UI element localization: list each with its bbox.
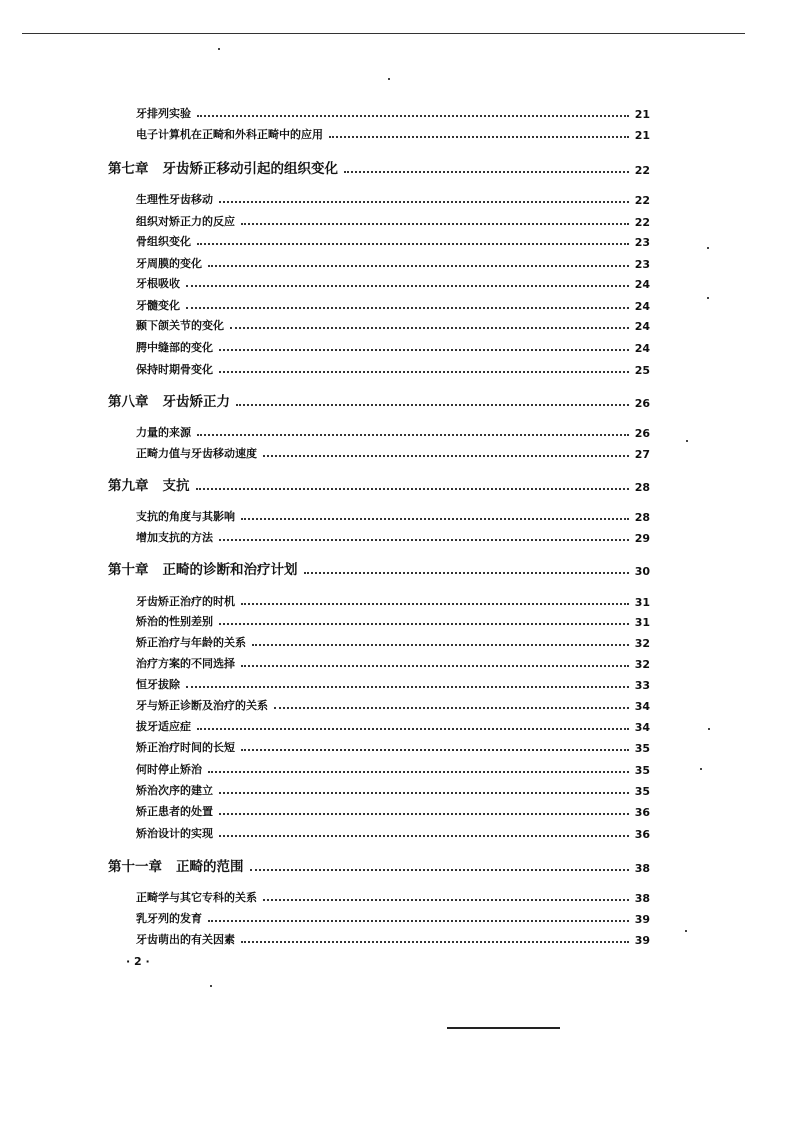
dot-leader — [197, 115, 629, 117]
top-rule — [22, 33, 745, 34]
entry-title: 正畸力值与牙齿移动速度 — [136, 447, 257, 460]
entry-page: 22 — [634, 194, 650, 207]
scan-speck — [388, 78, 390, 80]
entry-page: 39 — [634, 913, 650, 926]
entry-page: 22 — [634, 216, 650, 229]
dot-leader — [329, 136, 629, 138]
entry-page: 31 — [634, 616, 650, 629]
dot-leader — [219, 623, 629, 625]
dot-leader — [219, 349, 629, 351]
dot-leader — [186, 307, 629, 309]
dot-leader — [197, 243, 629, 245]
entry-title: 牙齿萌出的有关因素 — [136, 933, 235, 946]
toc-section-entry — [136, 634, 650, 650]
entry-title: 牙周膜的变化 — [136, 257, 202, 270]
entry-title: 拔牙适应症 — [136, 720, 191, 733]
toc-section-entry — [136, 191, 650, 207]
scan-speck — [700, 768, 702, 770]
entry-page: 39 — [634, 934, 650, 947]
dot-leader — [197, 434, 629, 436]
toc-section-entry — [136, 317, 650, 333]
dot-leader — [219, 539, 629, 541]
toc-section-entry — [136, 339, 650, 355]
entry-page: 27 — [634, 448, 650, 461]
entry-page: 36 — [634, 828, 650, 841]
entry-page: 34 — [634, 721, 650, 734]
dot-leader — [186, 686, 629, 688]
entry-page: 24 — [634, 278, 650, 291]
bottom-rule — [447, 1027, 560, 1029]
entry-page: 38 — [634, 892, 650, 905]
toc-section-entry — [136, 676, 650, 692]
entry-title: 牙排列实验 — [136, 107, 191, 120]
dot-leader — [197, 728, 629, 730]
entry-page: 31 — [634, 596, 650, 609]
dot-leader — [241, 603, 629, 605]
scan-speck — [708, 728, 710, 730]
toc-section-entry — [136, 739, 650, 755]
entry-page: 25 — [634, 364, 650, 377]
dot-leader — [208, 771, 629, 773]
entry-page: 23 — [634, 258, 650, 271]
entry-page: 32 — [634, 637, 650, 650]
entry-title: 支抗的角度与其影响 — [136, 510, 235, 523]
toc-section-entry — [136, 105, 650, 121]
dot-leader — [304, 572, 629, 574]
dot-leader — [274, 707, 629, 709]
scan-speck — [210, 985, 212, 987]
entry-title: 正畸的范围 — [176, 859, 244, 875]
scan-speck — [218, 48, 220, 50]
entry-page: 21 — [634, 129, 650, 142]
entry-title: 牙齿矫正移动引起的组织变化 — [162, 161, 338, 177]
dot-leader — [241, 665, 629, 667]
dot-leader — [219, 835, 629, 837]
toc-chapter-entry — [108, 560, 650, 578]
entry-title: 颞下颌关节的变化 — [136, 319, 224, 332]
dot-leader — [241, 941, 629, 943]
entry-title: 牙齿矫正治疗的时机 — [136, 595, 235, 608]
entry-page: 28 — [634, 481, 650, 494]
toc-section-entry — [136, 361, 650, 377]
toc-section-entry — [136, 889, 650, 905]
entry-title: 骨组织变化 — [136, 235, 191, 248]
entry-title: 矫治次序的建立 — [136, 784, 213, 797]
entry-title: 保持时期骨变化 — [136, 363, 213, 376]
entry-title: 腭中缝部的变化 — [136, 341, 213, 354]
dot-leader — [263, 899, 629, 901]
page-number: · 2 · — [126, 955, 150, 968]
entry-page: 32 — [634, 658, 650, 671]
entry-page: 23 — [634, 236, 650, 249]
toc-section-entry — [136, 761, 650, 777]
entry-title: 乳牙列的发育 — [136, 912, 202, 925]
dot-leader — [241, 518, 629, 520]
entry-page: 33 — [634, 679, 650, 692]
entry-title: 牙根吸收 — [136, 277, 180, 290]
toc-section-entry — [136, 445, 650, 461]
dot-leader — [219, 201, 629, 203]
entry-page: 34 — [634, 700, 650, 713]
entry-title: 矫治的性别差别 — [136, 615, 213, 628]
dot-leader — [263, 455, 629, 457]
dot-leader — [219, 371, 629, 373]
toc-section-entry — [136, 424, 650, 440]
toc-section-entry — [136, 213, 650, 229]
entry-page: 35 — [634, 764, 650, 777]
toc-section-entry — [136, 275, 650, 291]
toc-chapter-entry — [108, 159, 650, 177]
toc-chapter-entry — [108, 857, 650, 875]
toc-section-entry — [136, 803, 650, 819]
entry-page: 35 — [634, 742, 650, 755]
dot-leader — [252, 644, 629, 646]
entry-title: 矫正治疗与年龄的关系 — [136, 636, 246, 649]
dot-leader — [219, 813, 629, 815]
entry-title: 牙髓变化 — [136, 299, 180, 312]
chapter-number: 第八章 — [108, 394, 149, 410]
entry-page: 24 — [634, 300, 650, 313]
scan-speck — [686, 440, 688, 442]
entry-title: 力量的来源 — [136, 426, 191, 439]
entry-title: 何时停止矫治 — [136, 763, 202, 776]
entry-page: 21 — [634, 108, 650, 121]
toc-section-entry — [136, 593, 650, 609]
toc-section-entry — [136, 825, 650, 841]
entry-page: 24 — [634, 320, 650, 333]
toc-section-entry — [136, 697, 650, 713]
entry-title: 牙与矫正诊断及治疗的关系 — [136, 699, 268, 712]
toc-section-entry — [136, 508, 650, 524]
entry-page: 28 — [634, 511, 650, 524]
dot-leader — [208, 265, 629, 267]
entry-page: 26 — [634, 397, 650, 410]
entry-title: 正畸的诊断和治疗计划 — [162, 562, 298, 578]
entry-title: 组织对矫正力的反应 — [136, 215, 235, 228]
chapter-number: 第九章 — [108, 478, 149, 494]
toc-section-entry — [136, 655, 650, 671]
entry-title: 矫正患者的处置 — [136, 805, 213, 818]
entry-title: 增加支抗的方法 — [136, 531, 213, 544]
dot-leader — [230, 327, 629, 329]
dot-leader — [208, 920, 629, 922]
scan-speck — [707, 247, 709, 249]
toc-section-entry — [136, 255, 650, 271]
toc-section-entry — [136, 126, 650, 142]
chapter-number: 第七章 — [108, 161, 149, 177]
entry-page: 30 — [634, 565, 650, 578]
entry-page: 22 — [634, 164, 650, 177]
dot-leader — [196, 488, 629, 490]
entry-page: 29 — [634, 532, 650, 545]
entry-title: 正畸学与其它专科的关系 — [136, 891, 257, 904]
dot-leader — [236, 404, 629, 406]
entry-title: 牙齿矫正力 — [162, 394, 230, 410]
entry-title: 矫治设计的实现 — [136, 827, 213, 840]
dot-leader — [250, 869, 629, 871]
scan-speck — [685, 930, 687, 932]
entry-page: 38 — [634, 862, 650, 875]
toc-section-entry — [136, 297, 650, 313]
toc-chapter-entry — [108, 476, 650, 494]
entry-page: 35 — [634, 785, 650, 798]
toc-chapter-entry — [108, 392, 650, 410]
entry-title: 支抗 — [162, 478, 190, 494]
entry-title: 治疗方案的不同选择 — [136, 657, 235, 670]
toc-section-entry — [136, 233, 650, 249]
entry-title: 矫正治疗时间的长短 — [136, 741, 235, 754]
entry-page: 24 — [634, 342, 650, 355]
entry-title: 电子计算机在正畸和外科正畸中的应用 — [136, 128, 323, 141]
entry-page: 26 — [634, 427, 650, 440]
entry-title: 生理性牙齿移动 — [136, 193, 213, 206]
toc-section-entry — [136, 931, 650, 947]
toc-section-entry — [136, 613, 650, 629]
chapter-number: 第十一章 — [108, 859, 162, 875]
dot-leader — [219, 792, 629, 794]
entry-title: 恒牙拔除 — [136, 678, 180, 691]
scan-speck — [707, 297, 709, 299]
toc-section-entry — [136, 782, 650, 798]
entry-page: 36 — [634, 806, 650, 819]
dot-leader — [344, 171, 629, 173]
dot-leader — [241, 749, 629, 751]
toc-section-entry — [136, 529, 650, 545]
chapter-number: 第十章 — [108, 562, 149, 578]
toc-section-entry — [136, 718, 650, 734]
dot-leader — [241, 223, 629, 225]
toc-section-entry — [136, 910, 650, 926]
dot-leader — [186, 285, 629, 287]
